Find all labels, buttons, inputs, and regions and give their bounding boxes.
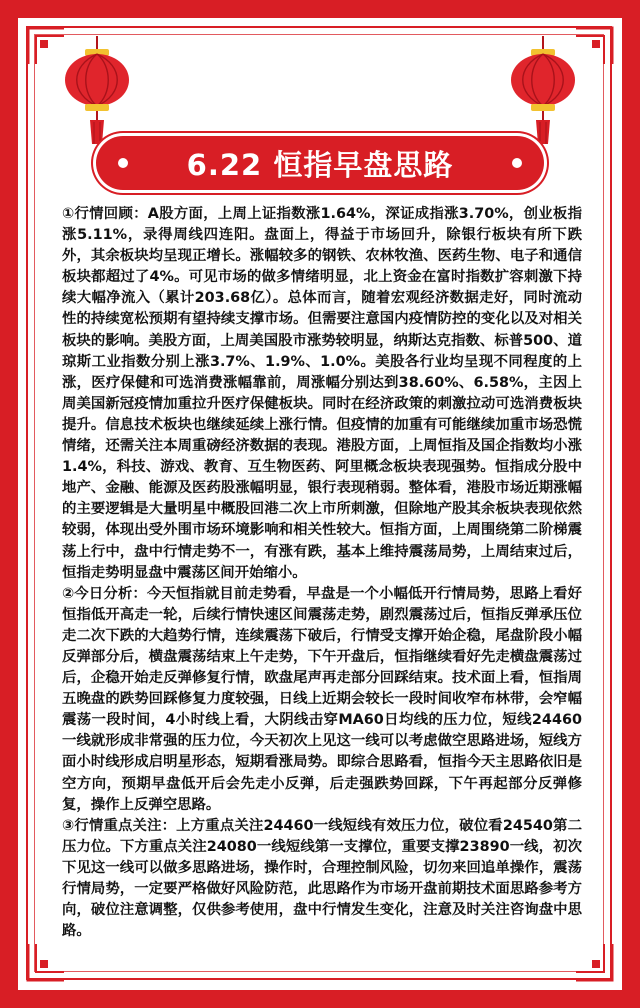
article-body bbox=[62, 204, 582, 942]
lantern-icon bbox=[62, 36, 132, 148]
title-banner bbox=[96, 136, 544, 190]
section-market-review: ①行情回顾：A股方面，上周上证指数涨1.64%，深证成指涨3.70%，创业板指涨5.11%，录得周线四连阳。盘面上，得益于市场回升，除银行板块有所下跌外，其余板块均呈现正增长。涨幅较多的钢铁、农林牧渔、医药生物、电子和通信板块都超过了4%。可见市场的做多情绪明显，北上资金在富时指数扩容刺激下持续大幅净流入（累计203.68亿）。总体而言，随着宏观经济数据走好，同时流动性的持续宽松预期有望持续支撑市场。但需要注意国内疫情防控的变化以及对相关板块的影响。美股方面，上周美国股市涨势较明显，纳斯达克指数、标普500、道琼斯工业指数分别上涨3.7%、1.9%、1.0%。美股各行业均呈现不同程度的上涨，医疗保健和可选消费涨幅靠前，周涨幅分别达到38.60%、6.58%，主因上周美国新冠疫情加重拉升医疗保健板块。同时在经济政策的刺激拉动可选消费板块提升。信息技术板块也继续延续上涨行情。但疫情的加重有可能继续加重市场恐慌情绪，还需关注本周重磅经济数据的表现。港股方面，上周恒指及国企指数均小涨1.4%，科技、游戏、教育、互生物医药、阿里概念板块表现强势。恒指成分股中地产、金融、能源及医药股涨幅明显，银行表现稍弱。整体看，港股市场近期涨幅的主要逻辑是大量明星中概股回港二次上市所刺激，但除地产股其余板块表现依然较弱，体现出受外围市场环境影响和相关性较大。恒指方面，上周围绕第二阶梯震荡上行中，盘中行情走势不一，有涨有跌，基本上维持震荡局势，上周结束过后，恒指走势明显盘中震荡区间开始缩小。 bbox=[62, 206, 582, 581]
lantern-icon bbox=[508, 36, 578, 148]
page-title: 6.22 恒指早盘思路 bbox=[186, 147, 454, 182]
section-today-analysis: ②今日分析：今天恒指就目前走势看，早盘是一个小幅低开行情局势，思路上看好恒指低开高走一轮，后续行情快速区间震荡走势，剧烈震荡过后，恒指反弹承压位走二次下跌的大趋势行情，连续震荡下破后，行情受支撑开始企稳，尾盘阶段小幅反弹部分后，横盘震荡结束上午走势，下午开盘后，恒指继续看好先走横盘震荡过后，企稳开始走反弹修复行情，欧盘尾声再走部分回踩结束。技术面上看，恒指周五晚盘的跌势回踩修复力度较强，日线上近期会较长一段时间收窄布林带，会窄幅震荡一段时间，4小时线上看，大阴线击穿MA60日均线的压力位，短线24460一线就形成非常强的压力位，今天初次上见这一线可以考虑做空思路进场，短线方面小时线形成启明星形态，短期看涨局势。即综合思路看，恒指今天主思路依旧是空方向，预期早盘低开后会先走小反弹，后走强跌势回踩，下午再起部分反弹修复，操作上反弹空思路。 bbox=[62, 585, 582, 813]
section-key-levels: ③行情重点关注：上方重点关注24460一线短线有效压力位，破位看24540第二压力位。下方重点关注24080一线短线第一支撑位，重要支撑23890一线，初次下见这一线可以做多思路进场，操作时，合理控制风险，切勿来回追单操作，震荡行情局势，一定要严格做好风险防范，此思路作为市场开盘前期技术面思路参考方向，破位注意调整，仅供参考使用，盘中行情发生变化，注意及时关注咨询盘中思路。 bbox=[62, 817, 582, 940]
banner-dot-left bbox=[118, 158, 128, 168]
corner-ornament-icon bbox=[574, 942, 614, 982]
corner-ornament-icon bbox=[26, 942, 66, 982]
banner-dot-right bbox=[512, 158, 522, 168]
corner-ornament-icon bbox=[574, 26, 614, 66]
corner-ornament-icon bbox=[26, 26, 66, 66]
